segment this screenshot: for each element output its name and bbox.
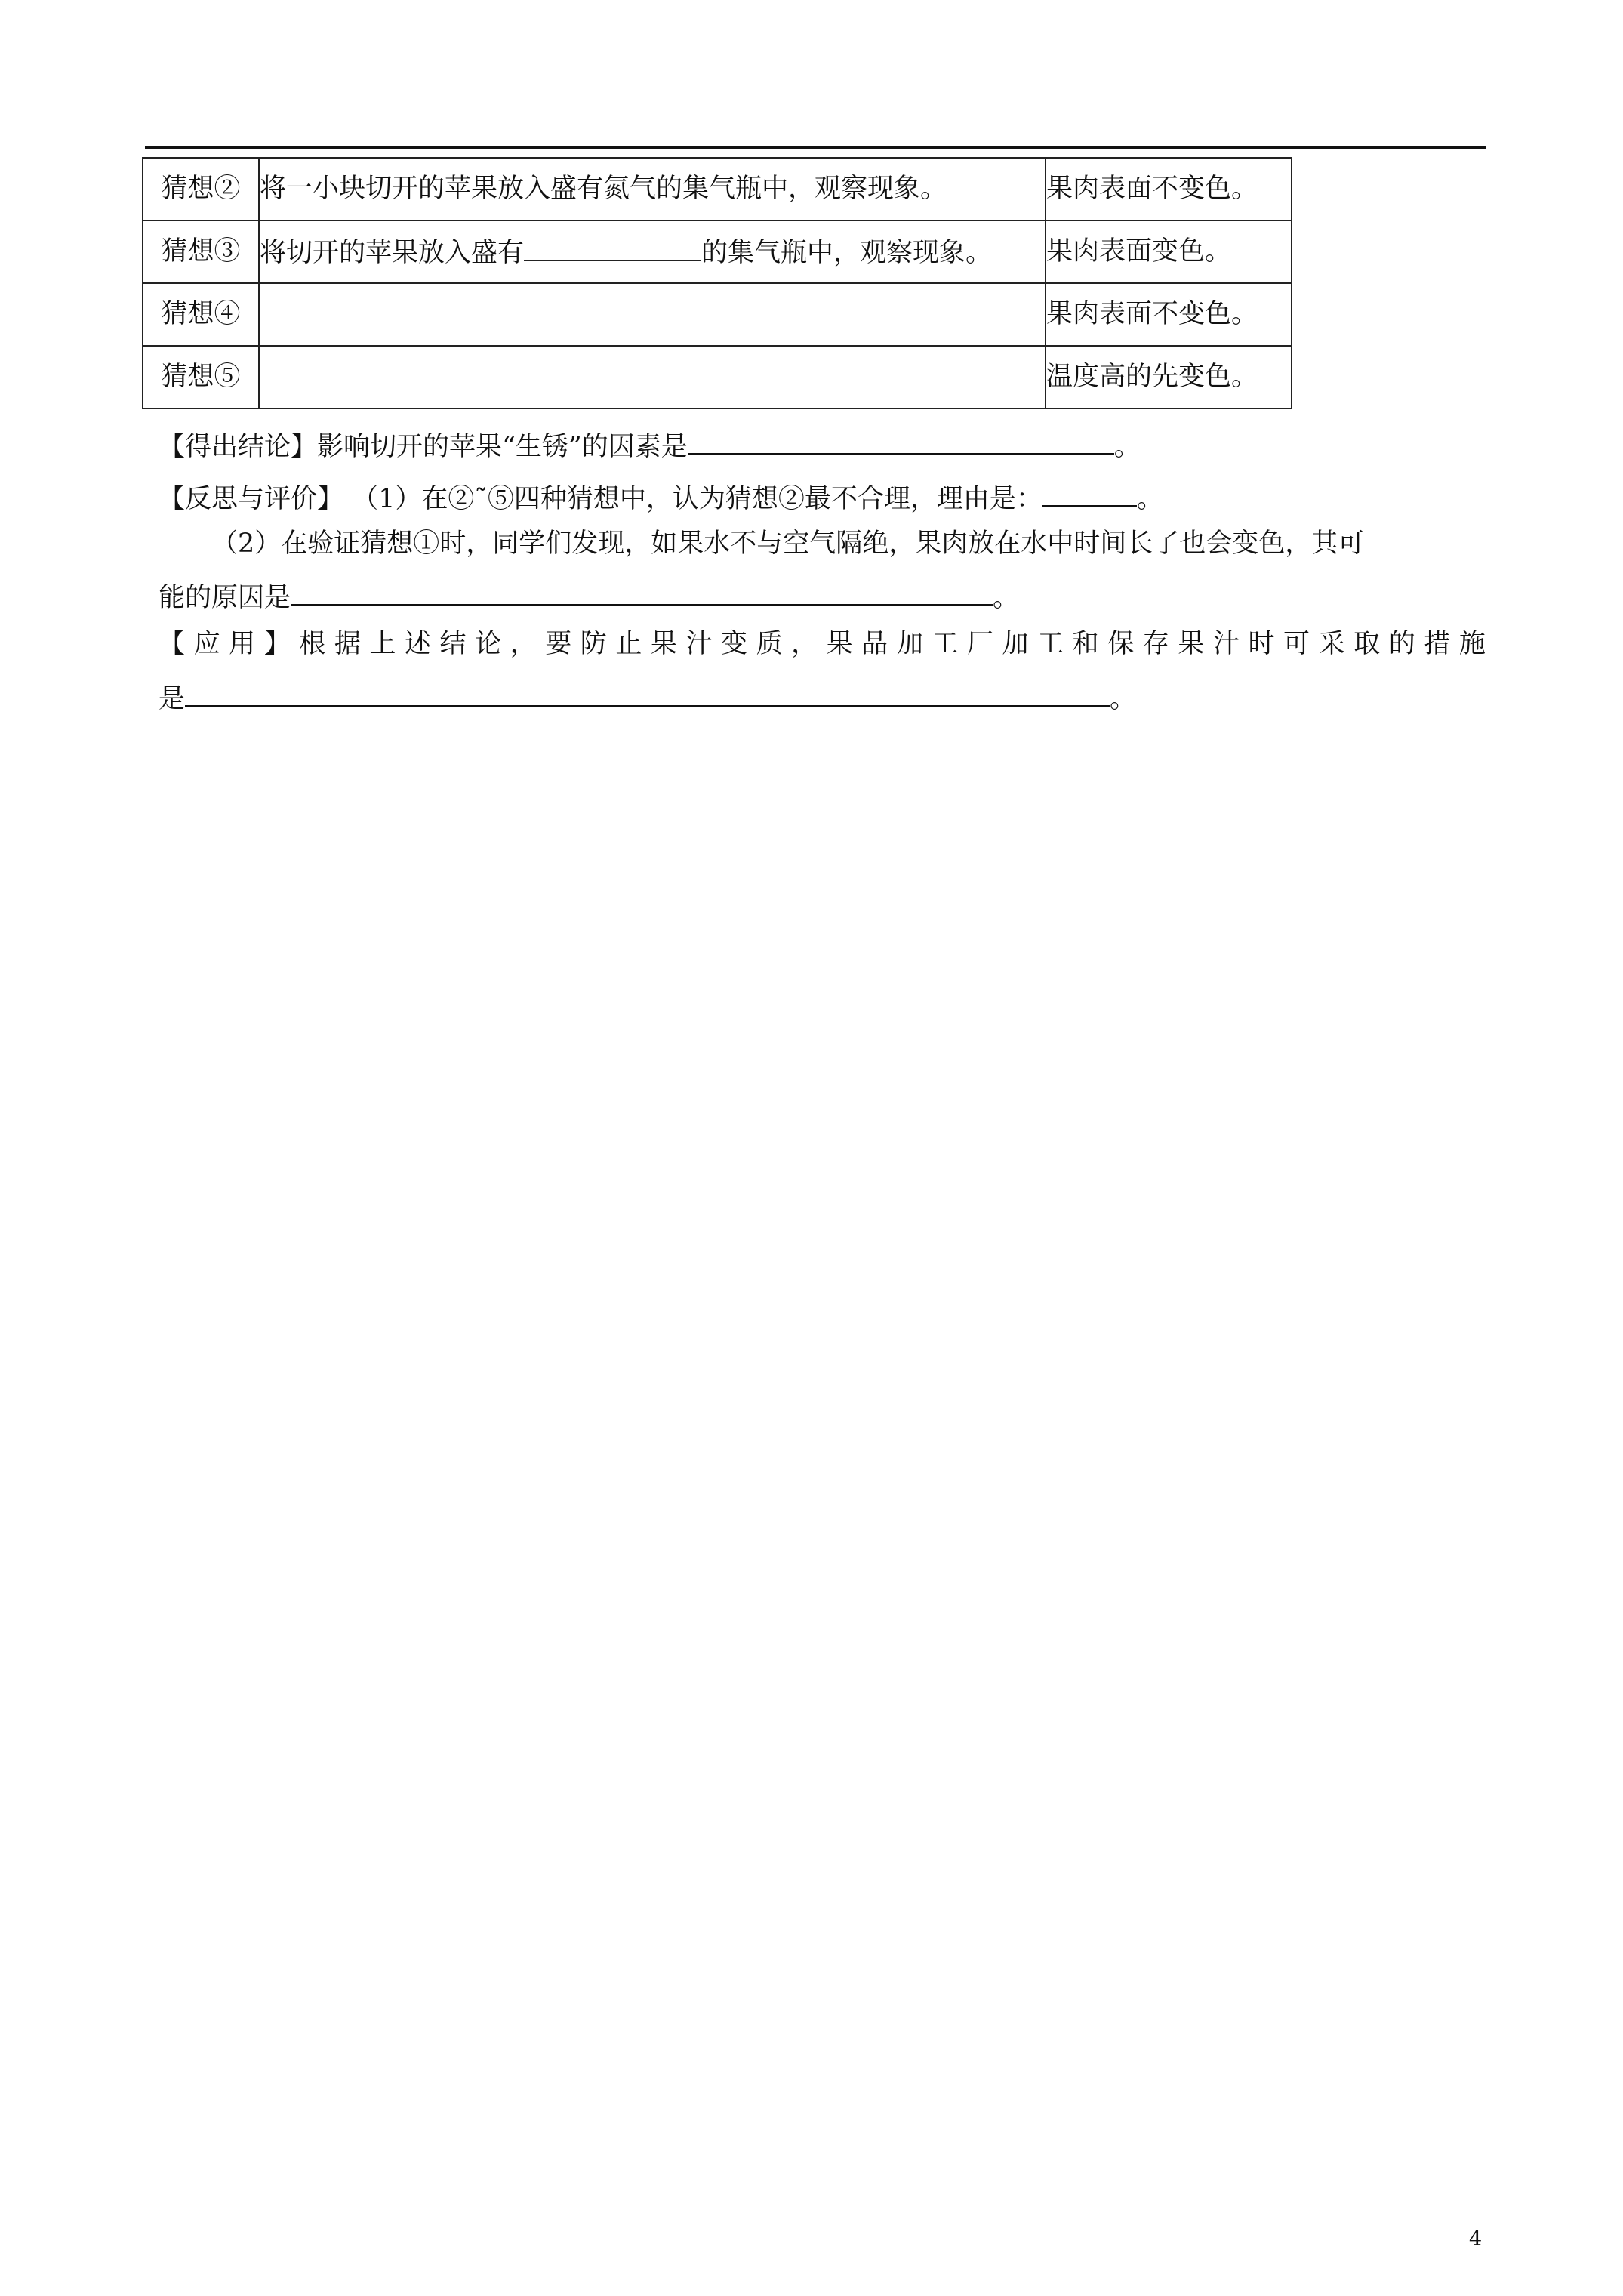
application-char: 工	[932, 629, 959, 659]
application-char: 果	[650, 629, 677, 659]
result-cell: 果肉表面不变色。	[1046, 283, 1292, 346]
reflection-text: 【反思与评价】 （1）在②˜⑤四种猜想中，认为猜想②最不合理，理由是：	[159, 484, 1042, 514]
conclusion-line	[159, 429, 1141, 461]
application-char: 和	[1072, 629, 1099, 659]
method-cell[interactable]	[259, 283, 1046, 346]
question2-end: 。	[993, 583, 1020, 613]
method-cell[interactable]	[259, 346, 1046, 408]
gas-blank[interactable]	[524, 237, 701, 261]
question2-blank[interactable]	[291, 580, 993, 606]
application-char: 时	[1248, 629, 1275, 659]
method-cell	[259, 158, 1046, 220]
result-cell: 果肉表面不变色。	[1046, 158, 1292, 220]
table-row	[143, 158, 1292, 220]
application-char: 结	[439, 629, 467, 659]
application-char: 汁	[1212, 629, 1240, 659]
method-text-after: 的集气瓶中，观察现象。	[701, 238, 993, 268]
application-char: ，	[791, 629, 818, 659]
application-char: 据	[334, 629, 361, 659]
application-char: 汁	[685, 629, 713, 659]
application-char: 上	[369, 629, 396, 659]
application-char: 取	[1354, 629, 1381, 659]
question2-line2	[159, 580, 1019, 612]
result-cell: 温度高的先变色。	[1046, 346, 1292, 408]
reflection-blank[interactable]	[1042, 481, 1137, 507]
reflection-end: 。	[1136, 484, 1163, 514]
application-char: 品	[861, 629, 888, 659]
application-line1	[159, 631, 1486, 658]
conclusion-blank[interactable]	[688, 429, 1114, 455]
application-char: 工	[1037, 629, 1064, 659]
application-char: 防	[580, 629, 607, 659]
reflection-line	[159, 481, 1163, 513]
application-char: 变	[721, 629, 748, 659]
application-char: ，	[510, 629, 537, 659]
application-char: 存	[1142, 629, 1169, 659]
table-row	[143, 346, 1292, 408]
application-char: 果	[1178, 629, 1205, 659]
application-char: 】	[263, 629, 291, 659]
page-number: 4	[1469, 2227, 1483, 2251]
method-text: 将切开的苹果放入盛有	[260, 238, 525, 268]
table-row	[143, 220, 1292, 283]
application-char: 加	[896, 629, 923, 659]
application-char: 根	[299, 629, 326, 659]
application-char: 述	[404, 629, 431, 659]
application-char: 用	[229, 629, 256, 659]
application-blank[interactable]	[185, 681, 1110, 707]
application-char: 止	[615, 629, 642, 659]
application-end: 。	[1110, 684, 1137, 714]
experiment-table	[142, 157, 1292, 409]
hypothesis-label: 猜想④	[143, 283, 259, 346]
question2-line1: （2）在验证猜想①时，同学们发现，如果水不与空气隔绝，果肉放在水中时间长了也会变色，其可	[211, 529, 1365, 559]
application-char: 果	[826, 629, 853, 659]
method-text: 将一小块切开的苹果放入盛有氮气的集气瓶中，观察现象。	[260, 174, 947, 204]
application-char: 保	[1107, 629, 1135, 659]
method-cell	[259, 220, 1046, 283]
application-char: 措	[1424, 629, 1451, 659]
question2-lead: 能的原因是	[159, 583, 291, 613]
conclusion-text: 【得出结论】影响切开的苹果“生锈”的因素是	[159, 432, 688, 462]
application-lead: 是	[159, 684, 186, 714]
application-char: 要	[545, 629, 572, 659]
result-cell: 果肉表面变色。	[1046, 220, 1292, 283]
hypothesis-label: 猜想②	[143, 158, 259, 220]
application-char: 加	[1002, 629, 1029, 659]
application-char: 质	[756, 629, 783, 659]
application-char: 的	[1388, 629, 1415, 659]
application-char: 应	[193, 629, 220, 659]
application-char: 厂	[966, 629, 993, 659]
application-line2	[159, 681, 1136, 713]
table-row	[143, 283, 1292, 346]
application-char: 论	[475, 629, 502, 659]
hypothesis-label: 猜想⑤	[143, 346, 259, 408]
header-rule	[145, 146, 1486, 149]
application-char: 【	[159, 629, 186, 659]
application-char: 采	[1318, 629, 1345, 659]
application-char: 可	[1283, 629, 1310, 659]
hypothesis-label: 猜想③	[143, 220, 259, 283]
conclusion-end: 。	[1113, 432, 1141, 462]
application-char: 施	[1458, 629, 1486, 659]
